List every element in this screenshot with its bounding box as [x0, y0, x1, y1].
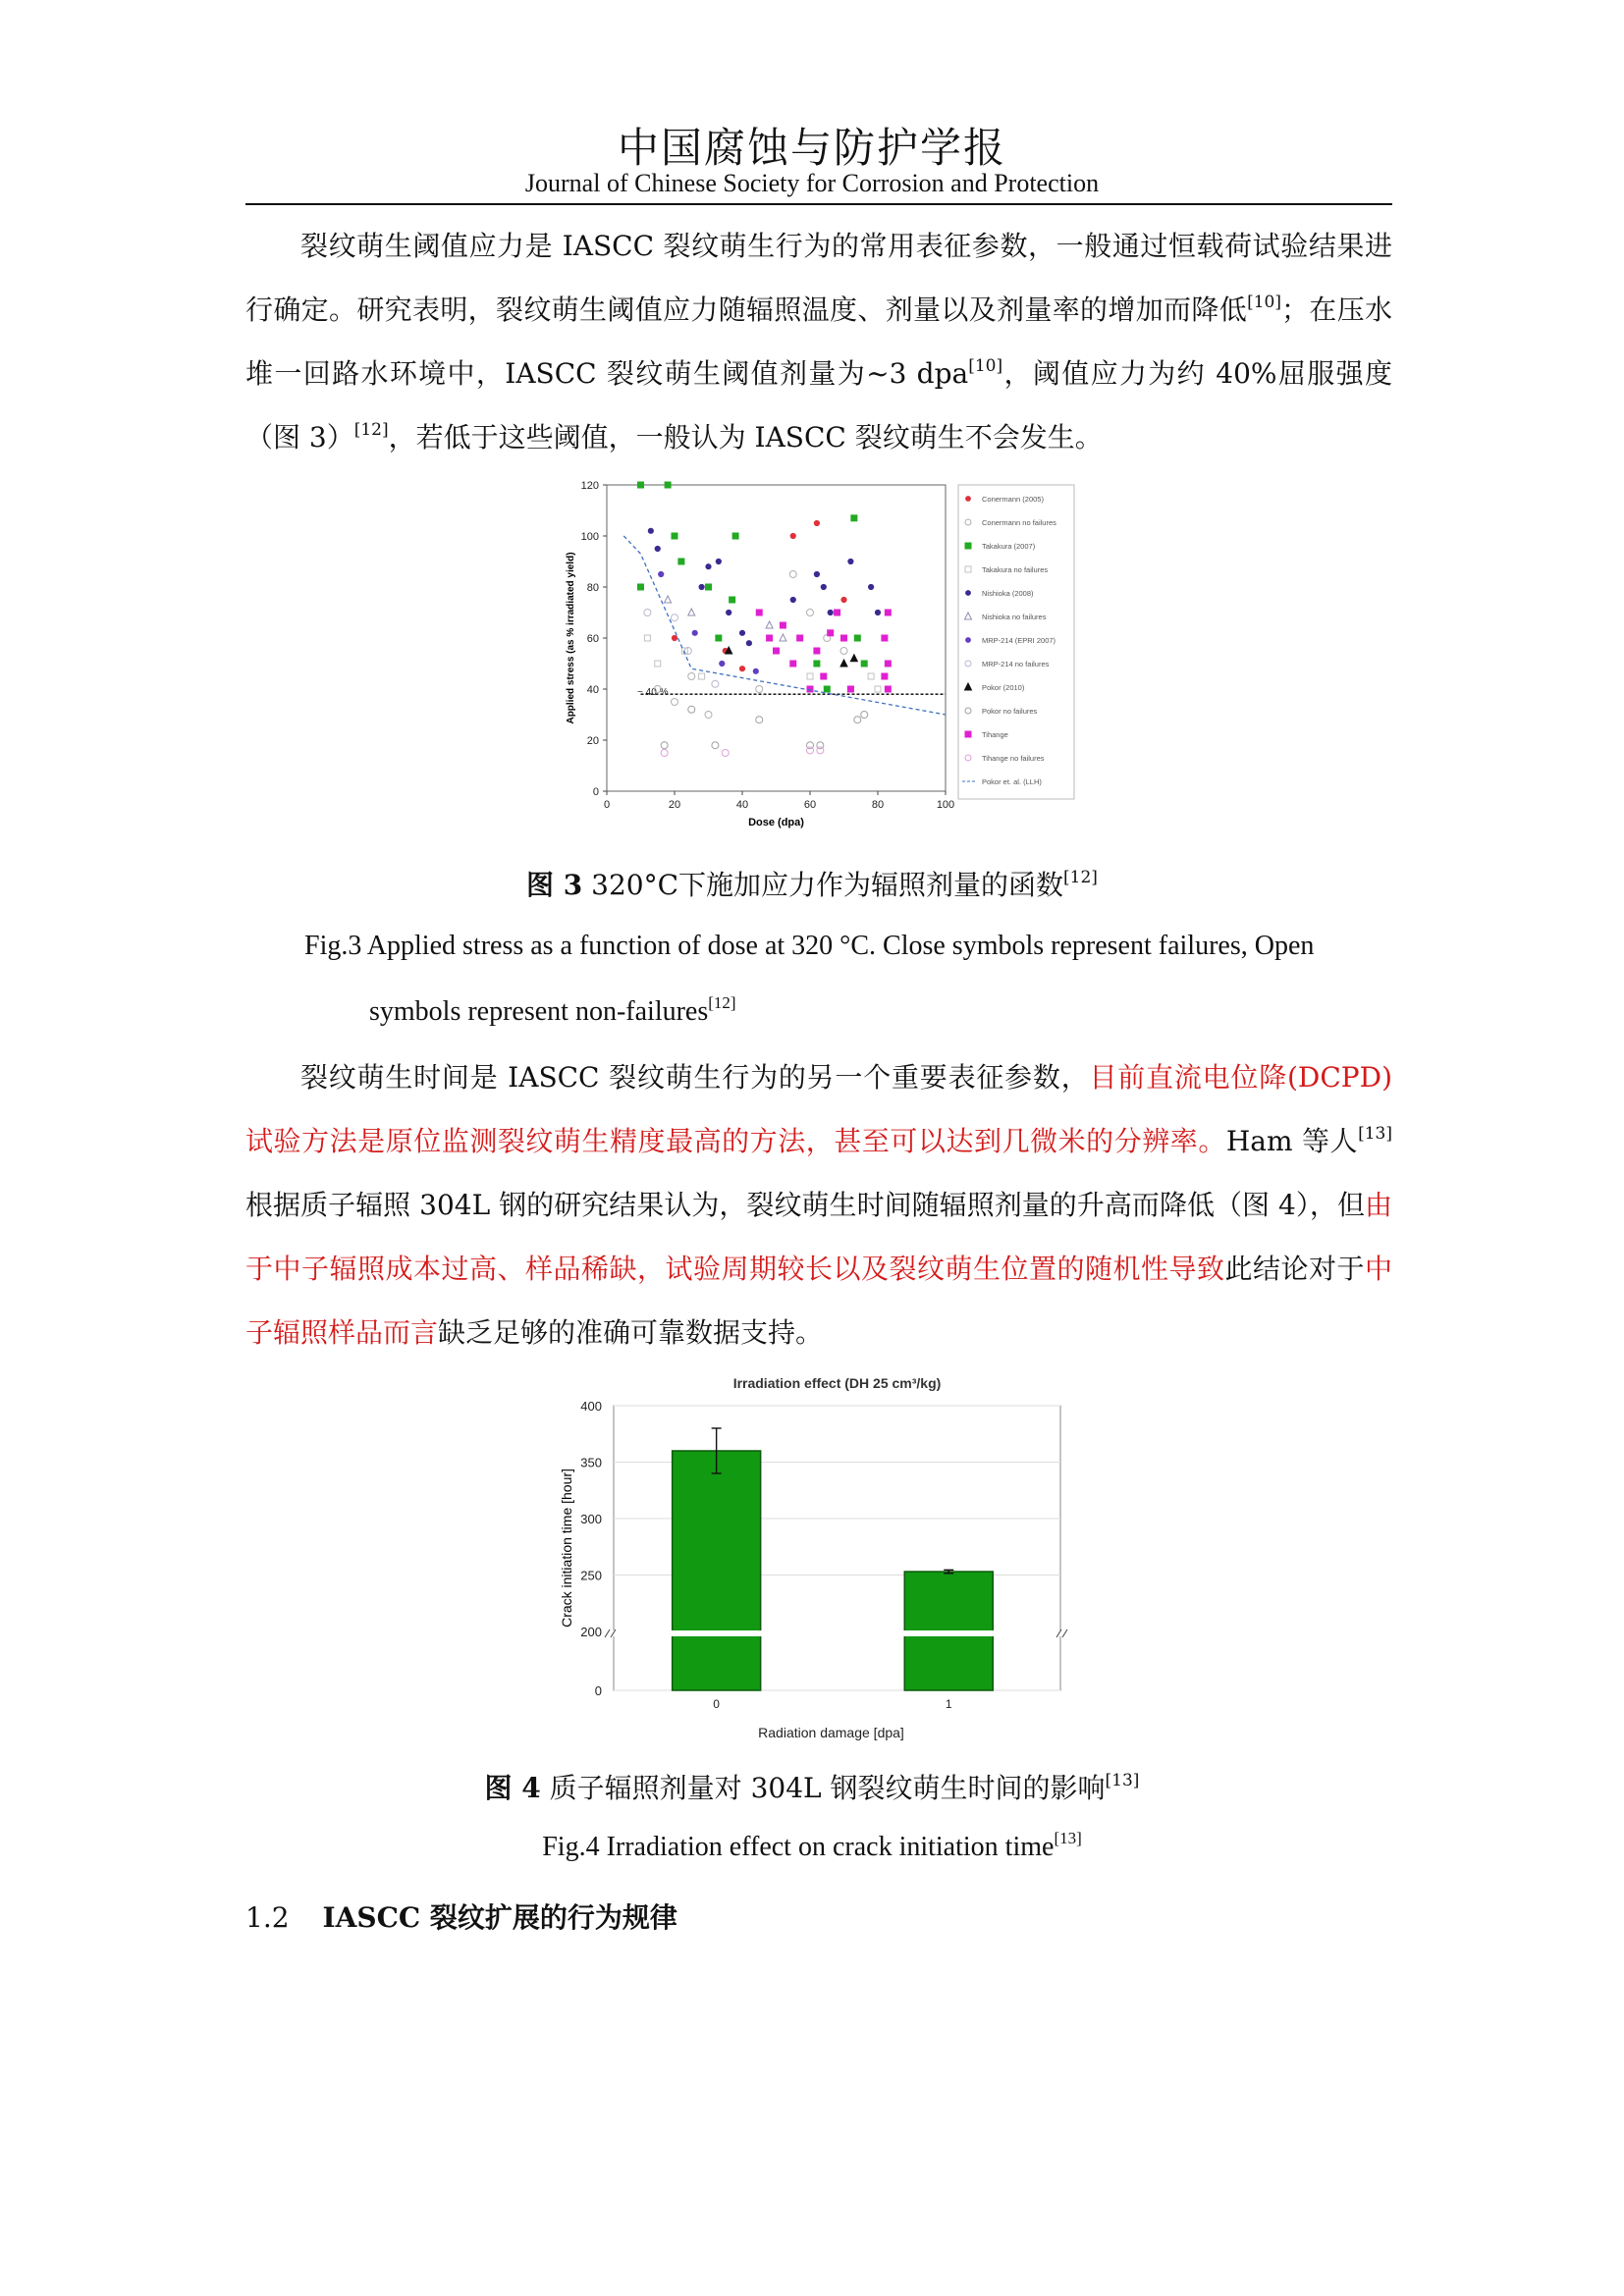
x-tick-label: 20	[668, 799, 681, 811]
y-tick-label: 400	[580, 1399, 602, 1414]
data-point	[720, 661, 725, 666]
para2-highlight-2: 由于中子辐照成本过高、样品稀缺，试验周期较长以及裂纹萌生位置的随机性导致	[245, 1189, 1392, 1285]
data-point	[885, 661, 891, 667]
citation: [12]	[708, 992, 736, 1012]
para1-text-4: ，若低于这些阈值，一般认为 IASCC 裂纹萌生不会发生。	[388, 421, 1103, 454]
legend-swatch	[965, 731, 971, 737]
y-tick-label: 0	[592, 786, 599, 798]
data-point	[869, 584, 874, 589]
figure-3-caption-en-line2	[369, 992, 736, 1028]
paragraph-1	[245, 214, 1392, 469]
legend-label: Pokor (2010)	[982, 683, 1025, 692]
y-axis-label: Crack initiation time [hour]	[559, 1468, 574, 1628]
y-tick-label: 300	[580, 1512, 602, 1526]
legend-label: Tihange no failures	[982, 754, 1045, 763]
citation: [12]	[1063, 867, 1098, 887]
y-tick-label: 120	[580, 480, 599, 492]
data-point	[835, 610, 840, 615]
figure-3-caption-en-text: symbols represent non-failures	[369, 996, 709, 1027]
y-tick-label: 0	[594, 1683, 602, 1698]
data-point	[814, 520, 819, 525]
y-tick-label: 20	[586, 735, 599, 747]
legend-label: MRP-214 (EPRI 2007)	[982, 636, 1056, 645]
legend-swatch	[966, 497, 971, 502]
legend-label: Pokor no failures	[982, 707, 1038, 716]
data-point	[790, 597, 795, 602]
data-point	[851, 515, 857, 521]
section-heading	[245, 1896, 677, 1936]
para1-text-1: 裂纹萌生阈值应力是 IASCC 裂纹萌生行为的常用表征参数，一般通过恒载荷试验结果进行确定。研究表明，裂纹萌生阈值应力随辐照温度、剂量以及剂量率的增加而降低	[245, 230, 1392, 326]
data-point	[828, 610, 833, 614]
data-point	[727, 610, 731, 614]
data-point	[659, 571, 664, 576]
data-point	[774, 648, 780, 654]
figure-3-scatter-chart	[558, 475, 1078, 838]
data-point	[648, 528, 653, 533]
data-point	[730, 597, 735, 603]
journal-title-en: Journal of Chinese Society for Corrosion and Protection	[524, 169, 1100, 197]
data-point	[814, 648, 820, 654]
legend-label: Nishioka no failures	[982, 613, 1047, 621]
y-tick-label: 40	[586, 684, 599, 696]
data-point	[746, 641, 751, 646]
figure-4-caption-text: 质子辐照剂量对 304L 钢裂纹萌生时间的影响	[540, 1772, 1106, 1804]
data-point	[706, 564, 711, 569]
x-tick-label: 0	[603, 799, 611, 811]
x-tick-label: 40	[735, 799, 749, 811]
x-tick-label: 1	[945, 1697, 952, 1711]
legend-label: Nishioka (2008)	[982, 589, 1034, 598]
data-point	[767, 635, 773, 641]
para2-highlight-3: 中子辐照样品而言	[245, 1253, 1392, 1349]
data-point	[882, 673, 888, 679]
data-point	[797, 635, 803, 641]
x-tick-label: 80	[871, 799, 885, 811]
chart-title: Irradiation effect (DH 25 cm³/kg)	[732, 1375, 942, 1391]
data-point	[672, 533, 677, 539]
figure-3-label: 图 3	[526, 869, 583, 901]
citation: [13]	[1054, 1828, 1082, 1847]
para2-text-1: 裂纹萌生时间是 IASCC 裂纹萌生行为的另一个重要表征参数，	[300, 1061, 1090, 1094]
citation: [13]	[1105, 1770, 1140, 1790]
figure-3-caption-cn	[0, 864, 1624, 903]
legend-label: Takakura no failures	[982, 565, 1049, 574]
legend-label: Takakura (2007)	[982, 542, 1036, 551]
data-point	[882, 635, 888, 641]
citation: [10]	[1247, 292, 1281, 312]
plot-area	[607, 485, 946, 791]
figure-4-label: 图 4	[484, 1772, 541, 1804]
legend-label: MRP-214 no failures	[982, 660, 1050, 668]
section-title: IASCC 裂纹扩展的行为规律	[322, 1901, 677, 1934]
data-point	[814, 661, 820, 667]
para2-text-5: 缺乏足够的准确可靠数据支持。	[438, 1316, 824, 1349]
data-point	[638, 482, 644, 488]
data-point	[875, 610, 880, 614]
legend-swatch	[966, 591, 971, 596]
y-tick-label: 200	[580, 1625, 602, 1639]
y-tick-label: 100	[580, 531, 599, 543]
data-point	[706, 584, 712, 590]
x-axis-label: Dose (dpa)	[748, 817, 804, 828]
para2-highlight-1: 目前直流电位降(DCPD)试验方法是原位监测裂纹萌生精度最高的方法，甚至可以达到几微米的分辨率。	[245, 1061, 1392, 1157]
data-point	[753, 668, 758, 673]
y-tick-label: 350	[580, 1455, 602, 1470]
header-rule	[245, 203, 1392, 205]
x-tick-label: 60	[803, 799, 817, 811]
data-point	[790, 533, 795, 538]
data-point	[638, 584, 644, 590]
data-point	[841, 635, 847, 641]
data-point	[821, 584, 826, 589]
paragraph-2	[245, 1045, 1392, 1364]
threshold-annotation: ~ 40 %	[637, 687, 669, 699]
data-point	[739, 667, 744, 671]
data-point	[841, 597, 846, 602]
data-point	[854, 635, 860, 641]
para2-text-4: 此结论对于	[1224, 1253, 1365, 1285]
data-point	[885, 610, 891, 615]
data-point	[861, 661, 867, 667]
figure-4-caption-cn	[0, 1767, 1624, 1806]
journal-title-cn: 中国腐蚀与防护学报	[617, 124, 1006, 172]
data-point	[756, 610, 762, 615]
data-point	[847, 686, 853, 692]
para2-text-2: Ham 等人	[1225, 1125, 1359, 1157]
legend-label: Conermann (2005)	[982, 495, 1044, 504]
legend-swatch	[966, 638, 971, 643]
para1-text-3: ，阈值应力为约 40%屈服强度（图 3）	[245, 357, 1392, 454]
data-point	[716, 635, 722, 641]
x-tick-label: 100	[936, 799, 955, 811]
citation: [12]	[353, 419, 389, 440]
section-number: 1.2	[245, 1901, 290, 1934]
figure-4-caption-en	[0, 1828, 1624, 1863]
citation: [13]	[1358, 1123, 1392, 1144]
data-point	[848, 559, 853, 563]
data-point	[692, 630, 697, 635]
data-point	[672, 635, 677, 640]
y-tick-label: 80	[586, 582, 599, 594]
para2-text-3: 根据质子辐照 304L 钢的研究结果认为，裂纹萌生时间随辐照剂量的升高而降低（图 4），但	[245, 1189, 1365, 1221]
legend-label: Tihange	[982, 730, 1008, 739]
axis-break-band	[604, 1630, 1070, 1636]
figure-3-caption-en-line1: Fig.3 Applied stress as a function of dose at 320 °C. Close symbols represent failures, Open	[304, 931, 1315, 961]
legend-label: Pokor et. al. (LLH)	[982, 777, 1042, 786]
para1-text-2: ；在压水堆一回路水环境中，IASCC 裂纹萌生阈值剂量为~3 dpa	[245, 294, 1392, 390]
citation: [10]	[968, 355, 1003, 376]
figure-3-caption-text: 320°C下施加应力作为辐照剂量的函数	[582, 869, 1064, 901]
data-point	[828, 630, 834, 636]
y-axis-label: Applied stress (as % irradiated yield)	[566, 552, 576, 724]
figure-4-bar-chart	[550, 1372, 1080, 1745]
x-axis-label: Radiation damage [dpa]	[758, 1725, 904, 1740]
data-point	[824, 686, 830, 692]
legend-label: Conermann no failures	[982, 518, 1056, 527]
y-tick-label: 60	[586, 633, 599, 645]
x-tick-label: 0	[713, 1697, 720, 1711]
data-point	[885, 686, 891, 692]
y-tick-label: 250	[580, 1568, 602, 1583]
data-point	[655, 546, 660, 551]
data-point	[790, 661, 796, 667]
figure-4-caption-en-text: Fig.4 Irradiation effect on crack initiation time	[542, 1832, 1055, 1862]
bar	[673, 1451, 761, 1690]
data-point	[739, 630, 744, 635]
data-point	[678, 559, 684, 564]
data-point	[821, 673, 827, 679]
data-point	[732, 533, 738, 539]
data-point	[699, 584, 704, 589]
data-point	[665, 482, 671, 488]
data-point	[716, 559, 721, 563]
data-point	[814, 571, 819, 576]
data-point	[780, 622, 785, 628]
legend-swatch	[965, 543, 971, 549]
